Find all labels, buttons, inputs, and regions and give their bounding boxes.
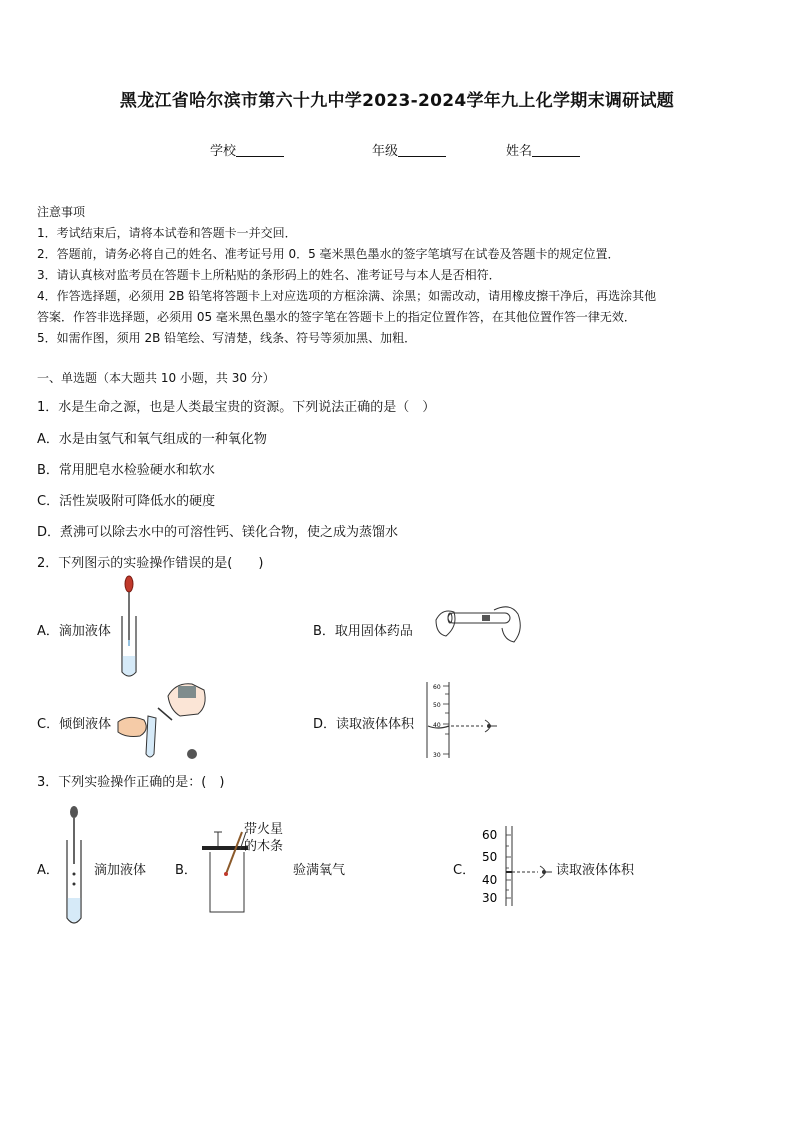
cylinder-tick-label: 50 (482, 850, 498, 864)
q2-option-d[interactable]: D．读取液体体积 (313, 717, 415, 732)
cylinder-tick-label: 40 (482, 873, 498, 887)
cylinder-tick-label: 60 (482, 828, 498, 842)
page-title: 黑龙江省哈尔滨市第六十九中学2023-2024学年九上化学期末调研试题 (119, 91, 675, 111)
pouring-liquid-illustration (118, 676, 210, 762)
note-item: 1．考试结束后，请将本试卷和答题卡一并交回． (37, 226, 297, 240)
cylinder-tick-label: 30 (482, 891, 498, 905)
grade-blank[interactable] (398, 144, 446, 157)
cylinder-tick-label: 40 (433, 722, 441, 729)
q2-option-b[interactable]: B．取用固体药品 (313, 624, 413, 639)
question-1-stem: 1．水是生命之源，也是人类最宝贵的资源。下列说法正确的是（ ） (37, 400, 436, 415)
dropper-tube-illustration (115, 574, 145, 680)
name-field (506, 140, 580, 159)
measuring-cylinder-illustration (425, 682, 505, 762)
q3-option-b-label: 验满氧气 (293, 863, 346, 878)
splint-caption-line2: 的木条 (244, 839, 284, 854)
q3-option-c-label: 读取液体体积 (556, 863, 635, 878)
grade-label: 年级 (372, 144, 399, 159)
reading-cylinder-illustration (478, 826, 558, 910)
q3-option-a-letter[interactable]: A． (37, 863, 59, 878)
q2-option-c[interactable]: C．倾倒液体 (37, 717, 112, 732)
question-2-stem: 2．下列图示的实验操作错误的是( ) (37, 556, 264, 571)
q1-option-c[interactable]: C．活性炭吸附可降低水的硬度 (37, 494, 216, 509)
name-blank[interactable] (532, 144, 580, 157)
note-item: 3．请认真核对监考员在答题卡上所粘贴的条形码上的姓名、准考证号与本人是否相符． (37, 268, 501, 282)
grade-field (372, 140, 446, 159)
note-item: 答案．作答非选择题，必须用 05 毫米黑色墨水的签字笔在答题卡上的指定位置作答，在其他位置作答一律无效． (37, 310, 636, 324)
note-item: 2．答题前，请务必将自己的姓名、准考证号用 0．5 毫米黑色墨水的签字笔填写在试卷及答题卡的规定位置． (37, 247, 620, 261)
q2-option-a[interactable]: A．滴加液体 (37, 624, 111, 639)
section-heading: 一、单选题（本大题共 10 小题，共 30 分） (37, 371, 275, 385)
splint-caption-line1: 带火星 (244, 822, 284, 837)
q3-option-b-letter[interactable]: B． (175, 863, 197, 878)
name-label: 姓名 (506, 144, 533, 159)
q1-option-a[interactable]: A．水是由氢气和氧气组成的一种氧化物 (37, 432, 267, 447)
notes-heading: 注意事项 (37, 205, 86, 219)
test-tube-hands-illustration (430, 600, 526, 652)
q1-option-b[interactable]: B．常用肥皂水检验硬水和软水 (37, 463, 215, 478)
school-label: 学校 (210, 144, 237, 159)
school-blank[interactable] (236, 144, 284, 157)
q1-option-d[interactable]: D．煮沸可以除去水中的可溶性钙、镁化合物，使之成为蒸馏水 (37, 525, 399, 540)
school-field (210, 140, 284, 159)
question-3-stem: 3．下列实验操作正确的是：( ) (37, 775, 225, 790)
dropper-in-tube-illustration (64, 806, 86, 928)
note-item: 5．如需作图，须用 2B 铅笔绘、写清楚，线条、符号等须加黑、加粗． (37, 331, 417, 345)
cylinder-tick-label: 60 (433, 684, 441, 691)
q3-option-a-label: 滴加液体 (94, 863, 147, 878)
cylinder-tick-label: 30 (433, 752, 441, 759)
q3-option-c-letter[interactable]: C． (453, 863, 476, 878)
note-item: 4．作答选择题，必须用 2B 铅笔将答题卡上对应选项的方框涂满、涂黑；如需改动，请用橡皮擦干净后，再选涂其他 (37, 289, 657, 303)
cylinder-tick-label: 50 (433, 702, 441, 709)
